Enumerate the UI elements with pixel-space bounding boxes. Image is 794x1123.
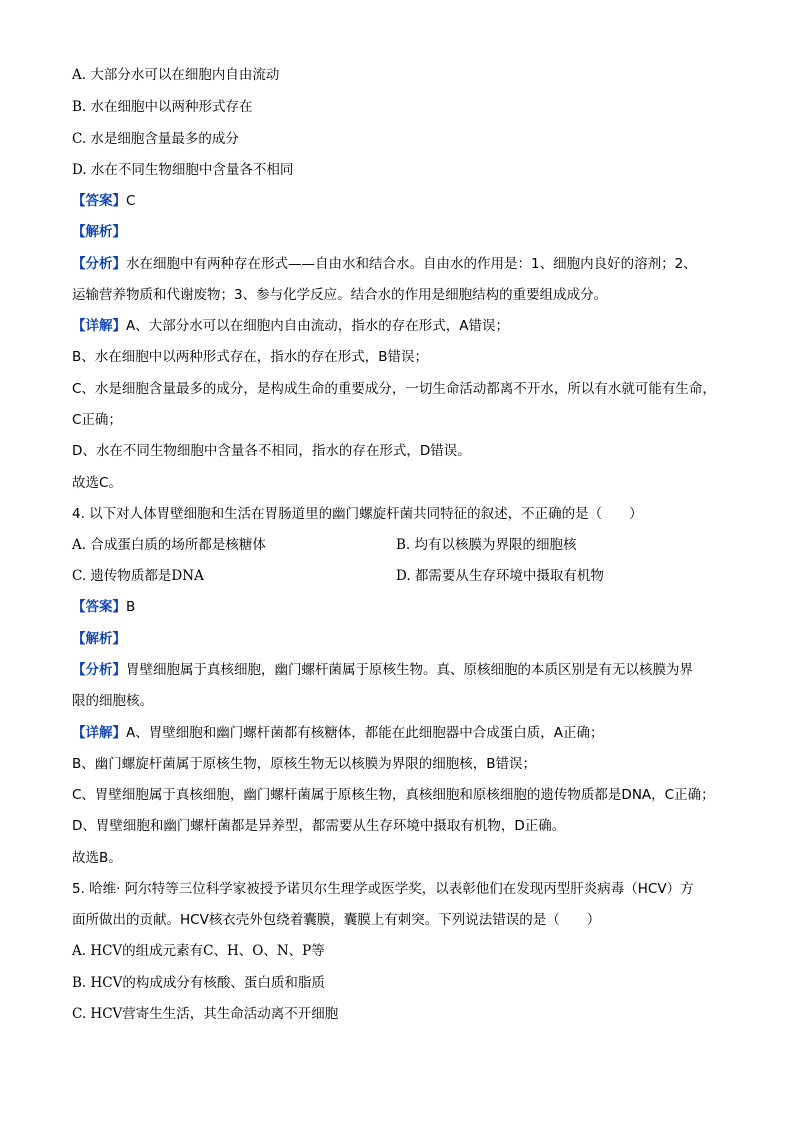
q5-option-b: B. HCV的构成成分有核酸、蛋白质和脂质 [72,975,325,991]
answer-tag: 【答案】 [72,193,126,209]
q4-fenxi-line-1 [72,661,693,679]
fenxi-text: 胃壁细胞属于真核细胞，幽门螺杆菌属于原核生物。真、原核细胞的本质区别是有无以核膜为界 [126,662,693,678]
answer-value: B [126,599,136,615]
answer-tag: 【答案】 [72,599,126,615]
q3-xiangjie-line-c1: C、水是细胞含量最多的成分，是构成生命的重要成分，一切生命活动都离不开水，所以有水就可能有生命， [72,381,716,397]
q5-stem-line-1: 5. 哈维· 阿尔特等三位科学家被授予诺贝尔生理学或医学奖，以表彰他们在发现丙型肝炎病毒（HCV）方 [72,881,694,897]
q3-option-c: C. 水是细胞含量最多的成分 [72,131,239,147]
q3-analysis-heading [72,223,126,241]
q4-xiangjie-line-d: D、胃壁细胞和幽门螺杆菌都是异养型，都需要从生存环境中摄取有机物，D正确。 [72,818,566,834]
q3-xiangjie-line-d: D、水在不同生物细胞中含量各不相同，指水的存在形式，D错误。 [72,443,471,459]
fenxi-text: 水在细胞中有两种存在形式——自由水和结合水。自由水的作用是：1、细胞内良好的溶剂；2、 [126,256,697,272]
q5-stem-line-2: 面所做出的贡献。HCV核衣壳外包绕着囊膜，囊膜上有刺突。下列说法错误的是（ ） [72,912,601,928]
q3-xiangjie-line-b: B、水在细胞中以两种形式存在，指水的存在形式，B错误； [72,349,429,365]
q3-option-d: D. 水在不同生物细胞中含量各不相同 [72,162,294,178]
xiangjie-tag: 【详解】 [72,318,126,334]
q4-analysis-heading [72,630,126,648]
q4-xiangjie-line-a [72,724,603,742]
q3-xiangjie-line-a [72,317,509,335]
q3-fenxi-line-1 [72,255,697,273]
xiangjie-tag: 【详解】 [72,725,126,741]
q5-option-a: A. HCV的组成元素有C、H、O、N、P等 [72,943,325,959]
q3-option-a: A. 大部分水可以在细胞内自由流动 [72,67,280,83]
xiangjie-text: A、大部分水可以在细胞内自由流动，指水的存在形式，A错误； [126,318,509,334]
q3-answer [72,192,135,210]
fenxi-tag: 【分析】 [72,256,126,272]
analysis-tag: 【解析】 [72,631,126,647]
q4-choice: 故选B。 [72,850,122,866]
q4-answer [72,598,135,616]
analysis-tag: 【解析】 [72,224,126,240]
q4-fenxi-line-2: 限的细胞核。 [72,693,153,709]
fenxi-tag: 【分析】 [72,662,126,678]
q3-option-b: B. 水在细胞中以两种形式存在 [72,99,253,115]
q3-xiangjie-line-c2: C正确； [72,412,122,428]
q3-choice: 故选C。 [72,475,122,491]
q4-option-b: B. 均有以核膜为界限的细胞核 [396,537,577,553]
q5-option-c: C. HCV营寄生生活，其生命活动离不开细胞 [72,1006,339,1022]
q4-xiangjie-line-c: C、胃壁细胞属于真核细胞，幽门螺杆菌属于原核生物，真核细胞和原核细胞的遗传物质都是DNA，C正确； [72,787,715,803]
q4-option-d: D. 都需要从生存环境中摄取有机物 [396,568,604,584]
q4-option-c: C. 遗传物质都是DNA [72,568,204,584]
xiangjie-text: A、胃壁细胞和幽门螺杆菌都有核糖体，都能在此细胞器中合成蛋白质，A正确； [126,725,604,741]
answer-value: C [126,193,136,209]
q4-xiangjie-line-b: B、幽门螺旋杆菌属于原核生物，原核生物无以核膜为界限的细胞核，B错误； [72,756,537,772]
q4-stem: 4. 以下对人体胃壁细胞和生活在胃肠道里的幽门螺旋杆菌共同特征的叙述，不正确的是（ ） [72,506,643,522]
q3-fenxi-line-2: 运输营养物质和代谢废物；3、参与化学反应。结合水的作用是细胞结构的重要组成成分。 [72,287,608,303]
q4-option-a: A. 合成蛋白质的场所都是核糖体 [72,537,266,553]
